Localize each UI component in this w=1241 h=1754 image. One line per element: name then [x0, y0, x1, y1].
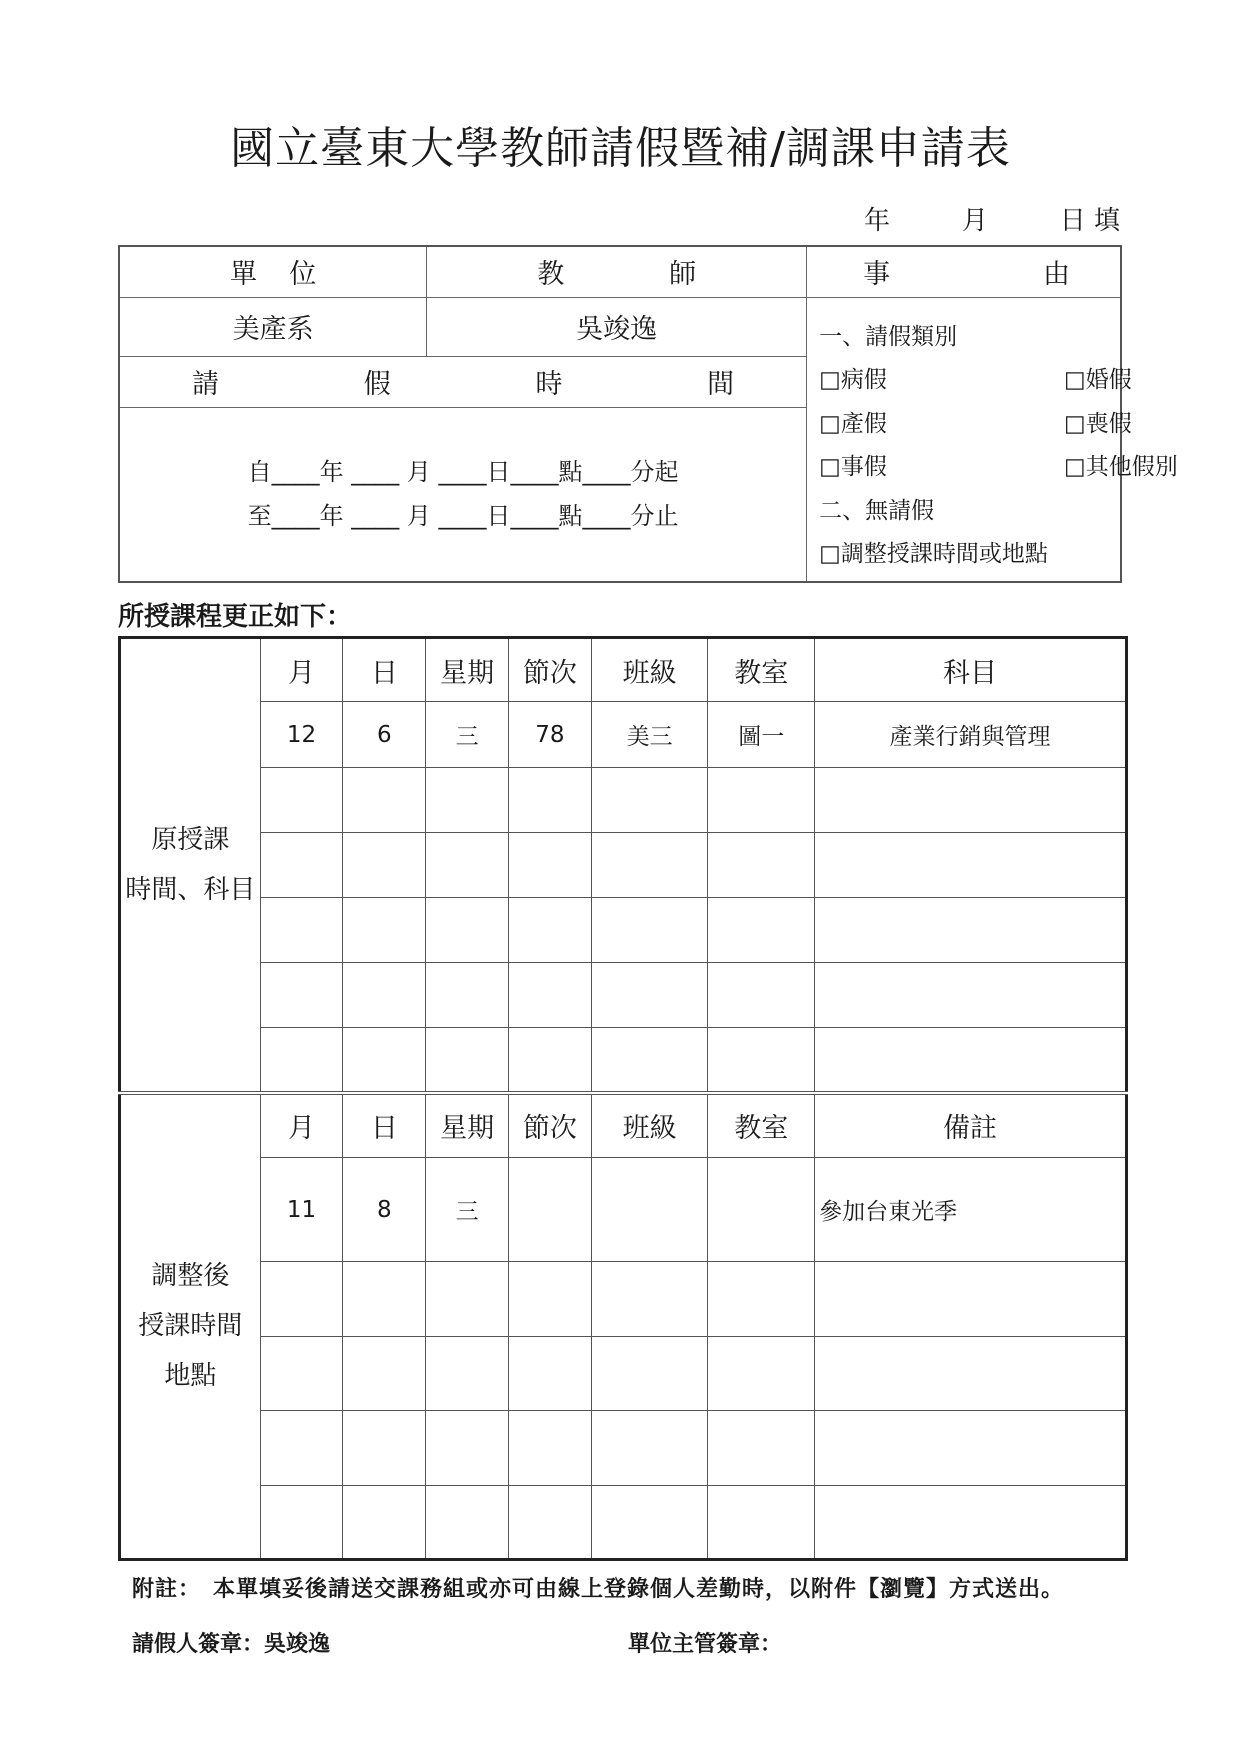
- table-row: [120, 1028, 1127, 1093]
- original-weekday-cell[interactable]: 三: [426, 702, 509, 768]
- adjusted-col-day: 日: [343, 1093, 426, 1158]
- original-col-period: 節次: [508, 638, 591, 702]
- original-col-month: 月: [260, 638, 343, 702]
- adjusted-col-room: 教室: [708, 1093, 815, 1158]
- teacher-value[interactable]: 吳竣逸: [427, 297, 807, 356]
- table-row: [120, 1262, 1127, 1337]
- adjusted-remark-cell[interactable]: 參加台東光季: [815, 1158, 1127, 1262]
- leave-info-table: [118, 245, 1178, 583]
- original-col-weekday: 星期: [426, 638, 509, 702]
- adjusted-day-cell[interactable]: 8: [343, 1158, 426, 1262]
- table-row: [120, 702, 1127, 768]
- adjusted-col-period: 節次: [508, 1093, 591, 1158]
- fill-date-year: 年: [864, 206, 891, 236]
- original-section-label: 原授課 時間、科目: [120, 638, 261, 1093]
- course-change-table: [118, 636, 1128, 1561]
- leave-category-heading: 一、請假類別: [819, 323, 958, 350]
- personal-leave-checkbox[interactable]: □事假: [819, 454, 887, 480]
- table-row: [120, 833, 1127, 898]
- original-period-cell[interactable]: 78: [508, 702, 591, 768]
- leave-from-line[interactable]: 自____年 ____ 月 ____日____點____分起: [247, 458, 679, 487]
- funeral-leave-checkbox[interactable]: □喪假: [1064, 410, 1132, 437]
- adjusted-col-month: 月: [260, 1093, 343, 1158]
- no-leave-heading: 二、無請假: [819, 497, 935, 524]
- fill-date-day: 日 填: [1059, 206, 1120, 236]
- adjusted-weekday-cell[interactable]: 三: [426, 1158, 509, 1262]
- fill-date-month: 月: [961, 206, 988, 236]
- adjusted-col-weekday: 星期: [426, 1093, 509, 1158]
- original-room-cell[interactable]: 圖一: [708, 702, 815, 768]
- other-leave-checkbox[interactable]: □其他假別: [1064, 454, 1178, 480]
- table-row: [120, 768, 1127, 833]
- table-row: [120, 1486, 1127, 1560]
- table-row: [120, 1411, 1127, 1486]
- adjusted-col-remark: 備註: [815, 1093, 1127, 1158]
- reason-header: 事 由: [807, 246, 1121, 297]
- original-subject-cell[interactable]: 產業行銷與管理: [815, 702, 1127, 768]
- leave-time-header: 請 假 時 間: [119, 356, 807, 407]
- applicant-signature[interactable]: 請假人簽章：吳竣逸: [132, 1632, 331, 1657]
- footnote: 附註： 本單填妥後請送交課務組或亦可由線上登錄個人差勤時，以附件【瀏覽】方式送出。: [132, 1577, 1065, 1602]
- supervisor-signature[interactable]: 單位主管簽章：: [628, 1632, 783, 1657]
- maternity-leave-checkbox[interactable]: □產假: [819, 410, 887, 437]
- original-col-day: 日: [343, 638, 426, 702]
- marriage-leave-checkbox[interactable]: □婚假: [1064, 367, 1132, 393]
- teacher-header: 教 師: [427, 246, 807, 297]
- table-row: [120, 963, 1127, 1028]
- adjusted-section-label: 調整後 授課時間 地點: [120, 1093, 261, 1560]
- original-col-subject: 科目: [815, 638, 1127, 702]
- leave-time-range[interactable]: [119, 407, 807, 582]
- original-col-room: 教室: [708, 638, 815, 702]
- original-class-cell[interactable]: 美三: [591, 702, 708, 768]
- table-row: [120, 898, 1127, 963]
- adjusted-col-class: 班級: [591, 1093, 708, 1158]
- sick-leave-checkbox[interactable]: □病假: [819, 367, 887, 393]
- table-row: [120, 1158, 1127, 1262]
- adjusted-room-cell[interactable]: [708, 1158, 815, 1262]
- course-change-heading: 所授課程更正如下：: [118, 602, 353, 632]
- adjust-time-checkbox[interactable]: □調整授課時間或地點: [819, 541, 1048, 567]
- leave-to-line[interactable]: 至____年 ____ 月 ____日____點____分止: [247, 502, 679, 531]
- unit-value[interactable]: 美產系: [119, 297, 427, 356]
- unit-header: 單 位: [119, 246, 427, 297]
- table-row: [120, 1337, 1127, 1411]
- original-col-class: 班級: [591, 638, 708, 702]
- fill-date: [860, 200, 1120, 237]
- form-title: 國立臺東大學教師請假暨補/調課申請表: [230, 123, 1011, 174]
- adjusted-month-cell[interactable]: 11: [260, 1158, 343, 1262]
- original-day-cell[interactable]: 6: [343, 702, 426, 768]
- adjusted-period-cell[interactable]: [508, 1158, 591, 1262]
- reason-options: [807, 297, 1178, 582]
- original-month-cell[interactable]: 12: [260, 702, 343, 768]
- adjusted-class-cell[interactable]: [591, 1158, 708, 1262]
